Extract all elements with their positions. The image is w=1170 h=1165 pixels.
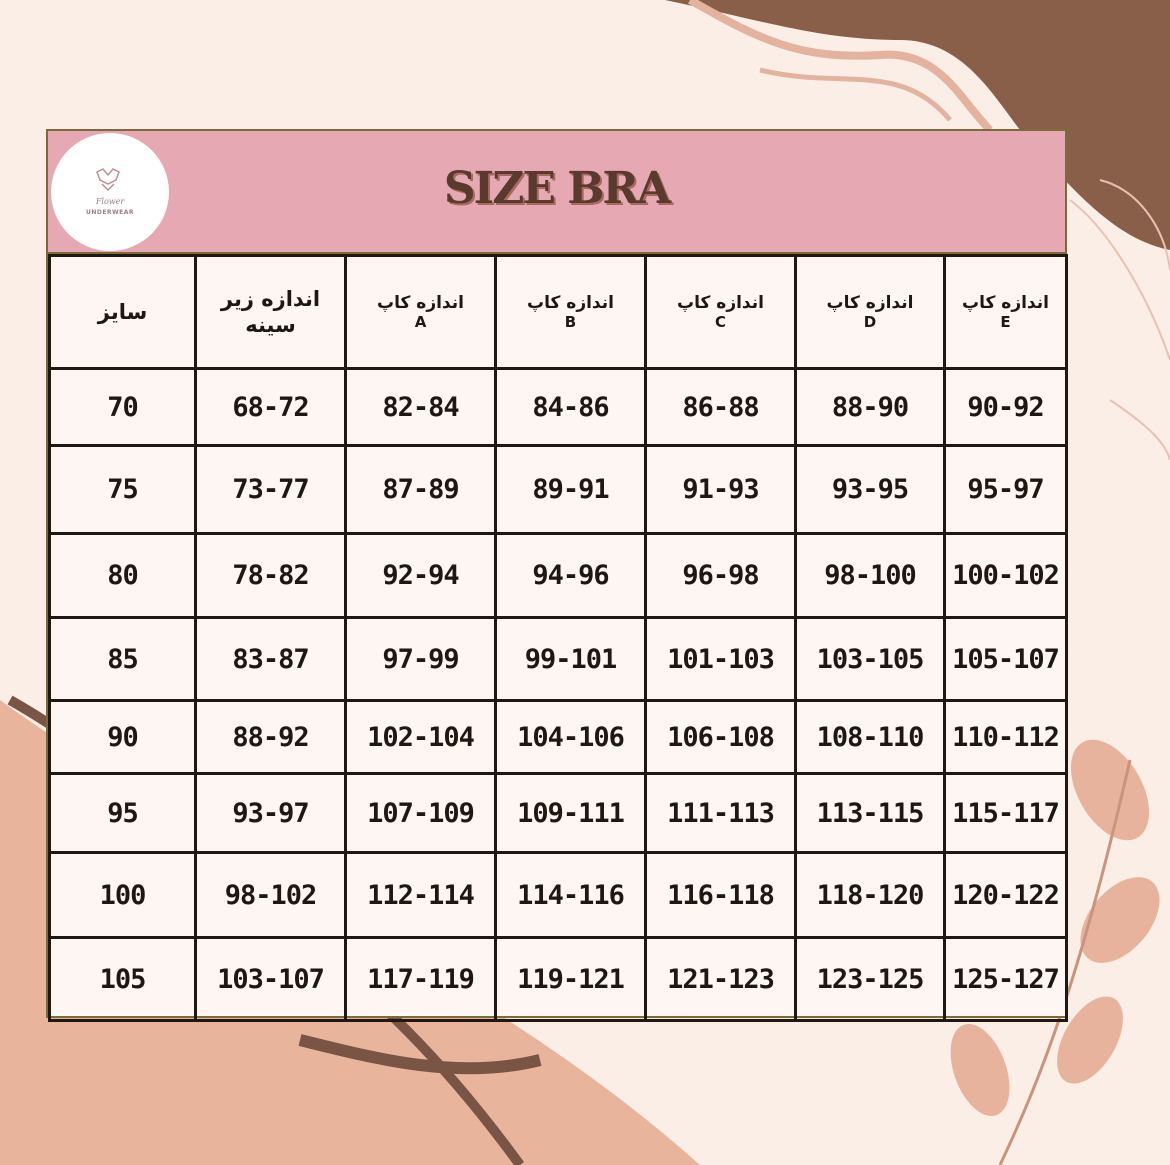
table-cell: 90-92 (945, 369, 1067, 446)
table-cell: 75 (50, 446, 196, 534)
table-cell: 85 (50, 618, 196, 701)
table-cell: 117-119 (346, 938, 496, 1021)
table-cell: 110-112 (945, 701, 1067, 774)
table-cell: 94-96 (496, 534, 646, 618)
header-cup-letter: D (863, 313, 877, 331)
header-cup-e (945, 256, 1067, 369)
table-cell: 113-115 (796, 774, 945, 853)
table-cell: 95 (50, 774, 196, 853)
table-row (50, 369, 1067, 446)
header-cup-letter: C (714, 313, 726, 331)
logo-text: UNDERWEAR (85, 209, 135, 216)
header-cup-c (646, 256, 796, 369)
table-cell: 105-107 (945, 618, 1067, 701)
chart-header (48, 131, 1065, 254)
table-cell: 115-117 (945, 774, 1067, 853)
table-cell: 99-101 (496, 618, 646, 701)
table-cell: 70 (50, 369, 196, 446)
table-row (50, 701, 1067, 774)
table-cell: 89-91 (496, 446, 646, 534)
logo-script: Flower (95, 197, 125, 206)
table-cell: 82-84 (346, 369, 496, 446)
table-cell: 92-94 (346, 534, 496, 618)
table-cell: 84-86 (496, 369, 646, 446)
table-cell: 83-87 (196, 618, 346, 701)
table-cell: 123-125 (796, 938, 945, 1021)
table-cell: 101-103 (646, 618, 796, 701)
header-cup-letter: B (564, 313, 577, 331)
table-cell: 112-114 (346, 853, 496, 938)
table-row (50, 534, 1067, 618)
table-cell: 80 (50, 534, 196, 618)
size-table (48, 254, 1068, 1022)
chart-title: SIZE BRA (443, 163, 670, 214)
table-cell: 78-82 (196, 534, 346, 618)
table-cell: 88-92 (196, 701, 346, 774)
table-row (50, 938, 1067, 1021)
table-cell: 121-123 (646, 938, 796, 1021)
header-cup-letter: E (1000, 313, 1011, 331)
table-cell: 109-111 (496, 774, 646, 853)
table-cell: 108-110 (796, 701, 945, 774)
table-cell: 105 (50, 938, 196, 1021)
header-cup-letter: A (414, 313, 427, 331)
header-cup-label: اندازه کاپ (527, 293, 614, 313)
table-cell: 97-99 (346, 618, 496, 701)
table-cell: 118-120 (796, 853, 945, 938)
table-row (50, 446, 1067, 534)
table-cell: 98-102 (196, 853, 346, 938)
table-cell: 102-104 (346, 701, 496, 774)
table-cell: 116-118 (646, 853, 796, 938)
table-cell: 107-109 (346, 774, 496, 853)
table-cell: 120-122 (945, 853, 1067, 938)
table-cell: 100 (50, 853, 196, 938)
table-cell: 114-116 (496, 853, 646, 938)
header-cup-label: اندازه کاپ (826, 293, 914, 313)
header-cup-a (346, 256, 496, 369)
header-row (50, 256, 1067, 369)
table-cell: 91-93 (646, 446, 796, 534)
table-cell: 88-90 (796, 369, 945, 446)
table-cell: 90 (50, 701, 196, 774)
table-cell: 68-72 (196, 369, 346, 446)
table-cell: 86-88 (646, 369, 796, 446)
header-cup-label: اندازه کاپ (377, 293, 464, 313)
table-cell: 119-121 (496, 938, 646, 1021)
table-cell: 93-95 (796, 446, 945, 534)
table-cell: 95-97 (945, 446, 1067, 534)
table-row (50, 618, 1067, 701)
table-cell: 103-105 (796, 618, 945, 701)
table-cell: 106-108 (646, 701, 796, 774)
header-underbust: اندازه زیر سینه (196, 256, 346, 369)
table-cell: 100-102 (945, 534, 1067, 618)
table-row (50, 853, 1067, 938)
table-row (50, 774, 1067, 853)
table-cell: 125-127 (945, 938, 1067, 1021)
header-cup-label: اندازه کاپ (677, 293, 764, 313)
table-cell: 87-89 (346, 446, 496, 534)
table-cell: 103-107 (196, 938, 346, 1021)
header-size: سایز (50, 256, 196, 369)
header-cup-b (496, 256, 646, 369)
header-cup-label: اندازه کاپ (962, 293, 1049, 313)
header-cup-d (796, 256, 945, 369)
table-cell: 104-106 (496, 701, 646, 774)
table-cell: 73-77 (196, 446, 346, 534)
table-cell: 98-100 (796, 534, 945, 618)
table-cell: 111-113 (646, 774, 796, 853)
table-cell: 93-97 (196, 774, 346, 853)
size-chart-card (46, 129, 1067, 1018)
table-cell: 96-98 (646, 534, 796, 618)
